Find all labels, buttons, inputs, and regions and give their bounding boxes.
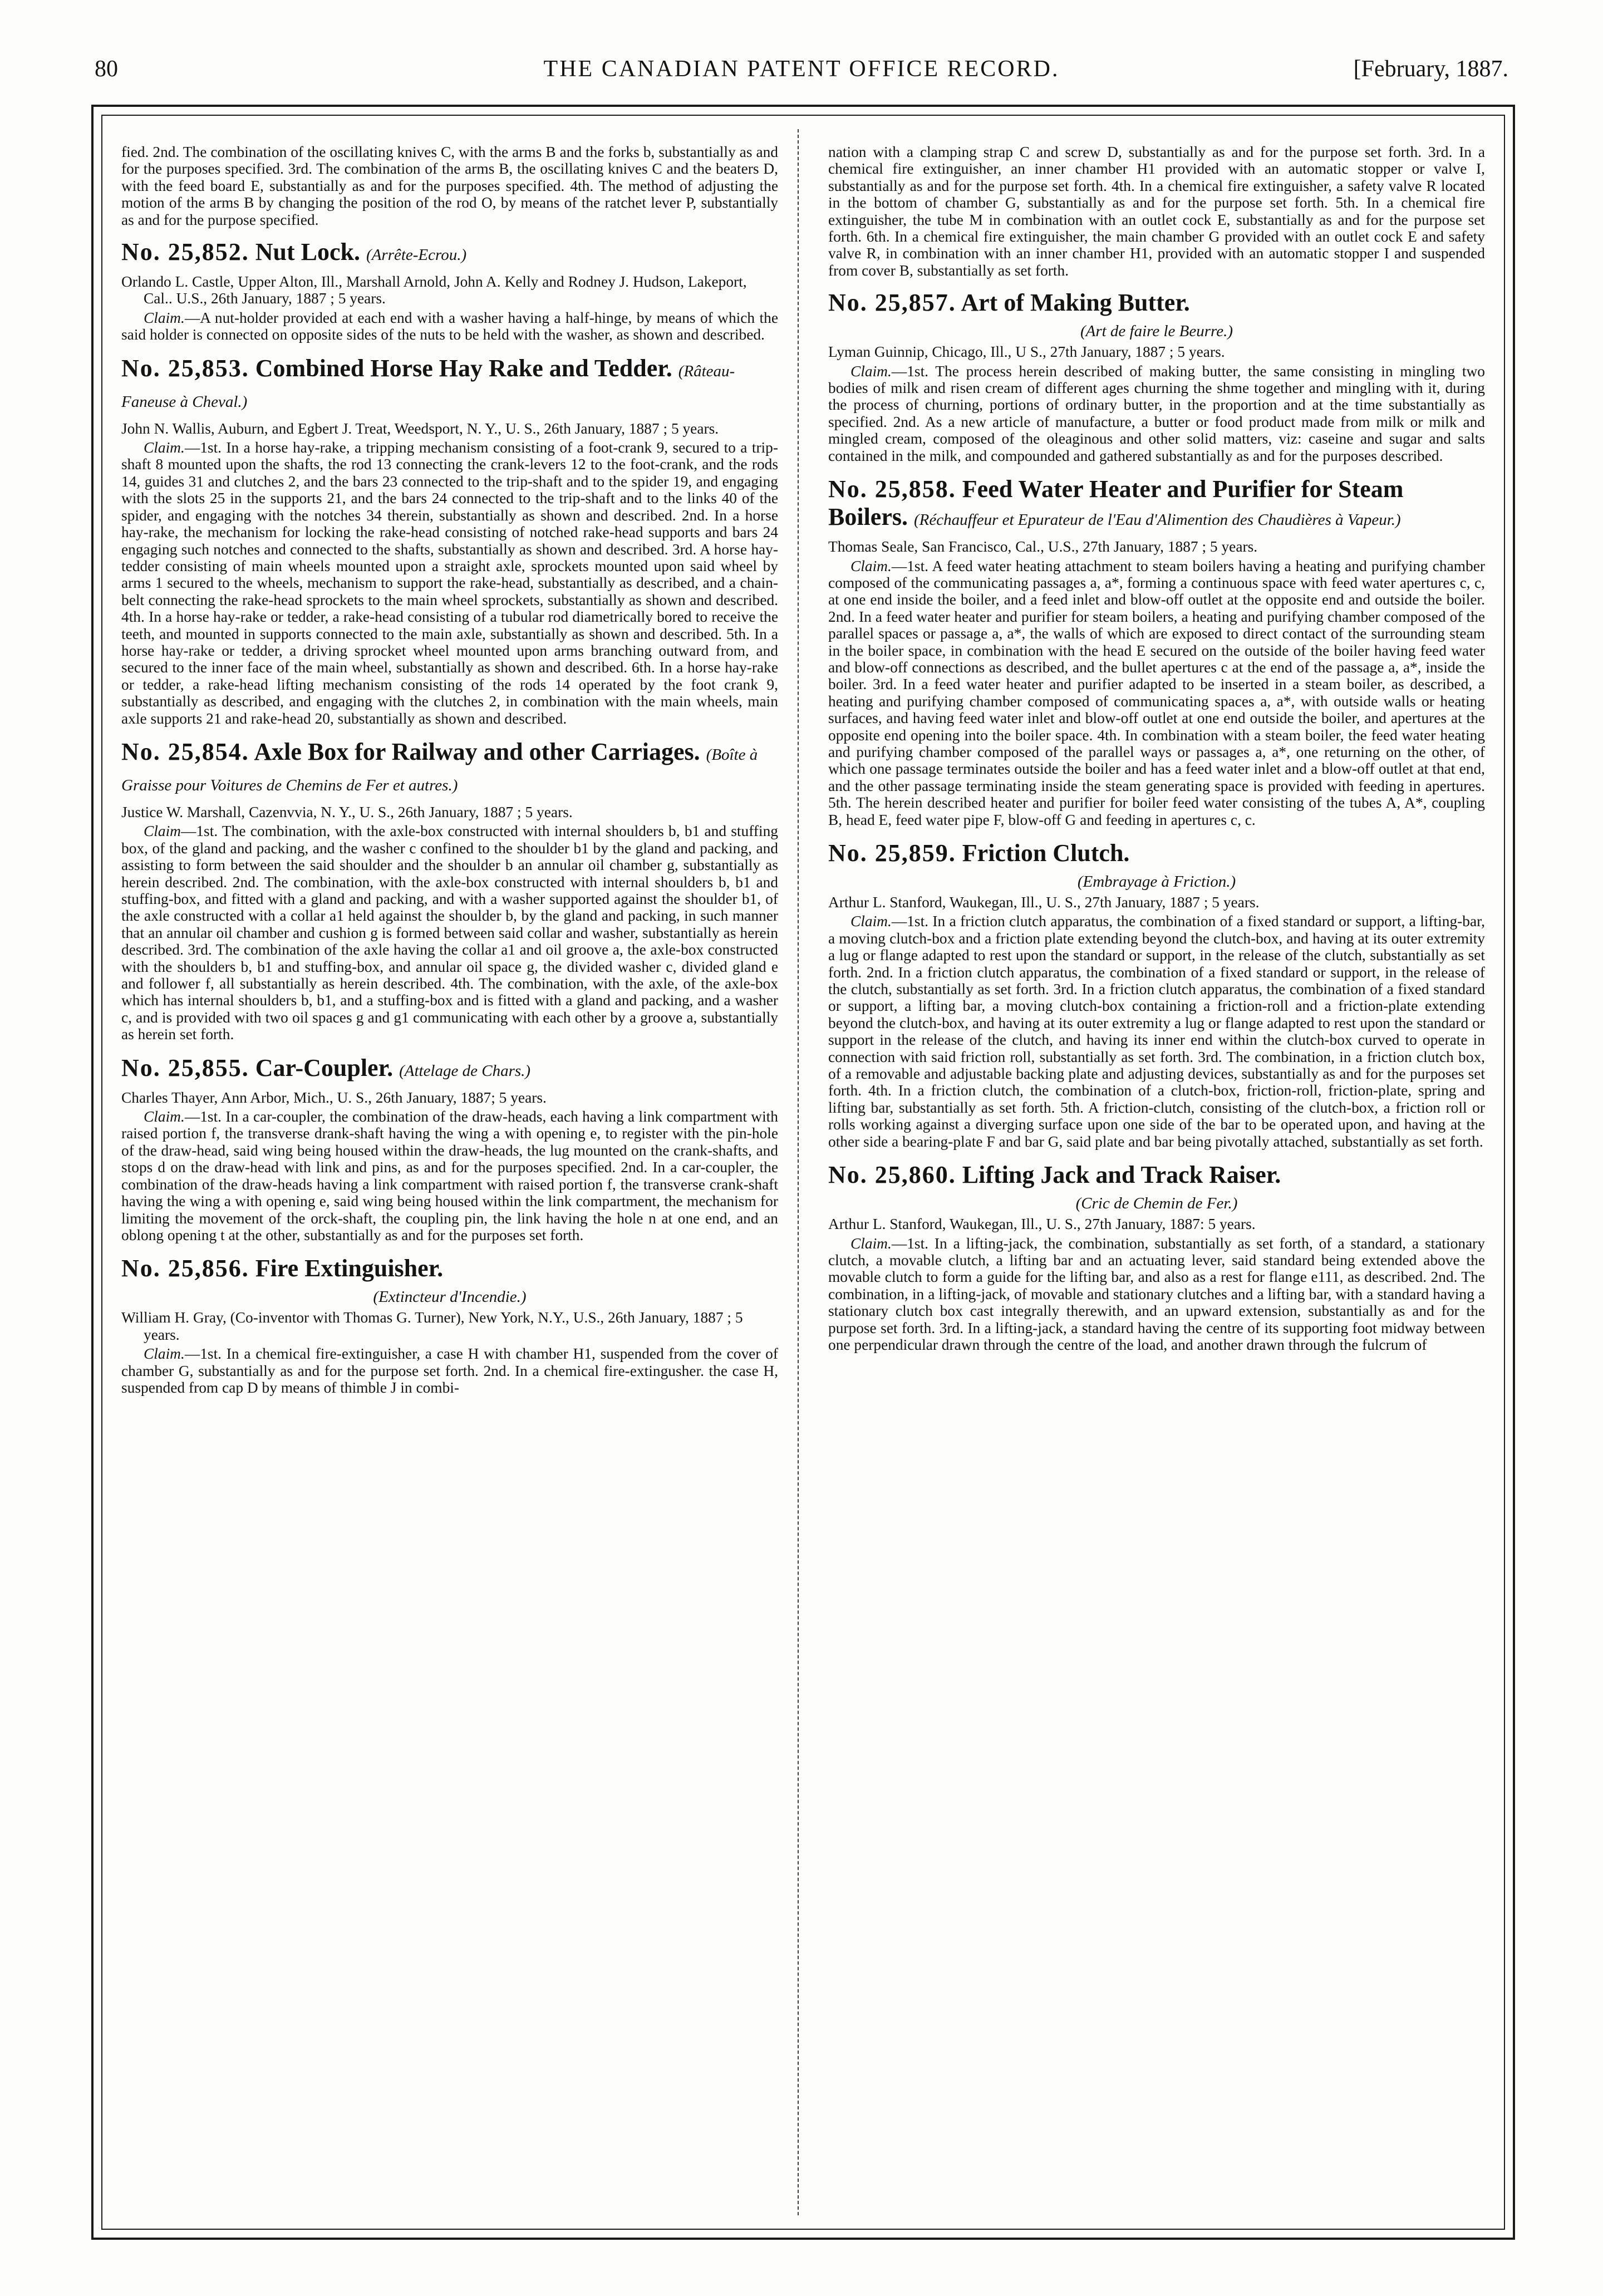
patent-heading — [828, 1161, 1485, 1189]
patent-title: Car-Coupler. — [255, 1054, 394, 1081]
claim-text — [828, 1235, 1485, 1354]
patent-25859 — [828, 839, 1485, 1150]
claim-body: —A nut-holder provided at each end with a washer having a half-hinge, by means of which the said holder is connected on opposite sides of the nuts to be held with the washer, as shown and described. — [121, 309, 778, 343]
claim-label: Claim. — [850, 557, 892, 574]
patent-continuation — [121, 144, 778, 228]
french-title: (Extincteur d'Incendie.) — [373, 1288, 527, 1306]
claim-label: Claim. — [850, 362, 892, 380]
patent-title: Lifting Jack and Track Raiser. — [962, 1161, 1281, 1189]
patent-number: No. 25,855. — [121, 1054, 249, 1081]
patent-number: No. 25,860. — [828, 1161, 956, 1189]
claim-text — [121, 1345, 778, 1396]
patent-number: No. 25,856. — [121, 1255, 249, 1282]
left-column — [121, 144, 778, 2214]
patent-number: No. 25,852. — [121, 238, 249, 266]
continuation-text: nation with a clamping strap C and screw D, substantially as and for the purpose set forth. 3rd. In a chemical fire extinguisher, an inner chamber H1 provided with an automatic stopper or valve I, substantially as and for the purpose set forth. 4th. In a chemical fire extinguisher, a safety valve R located in the bottom of chamber G, substantially as and for the purpose set forth. 5th. In a chemical fire extinguisher, the tube M in combination with an outlet cock E, substantially as and for the purpose set forth. 6th. In a chemical fire extinguisher, the main chamber G provided with an outlet cock E and safety valve R, in combination with an inner chamber H1, provided with an automatic stopper I and suspended from cover B, substantially as set forth. — [828, 144, 1485, 279]
claim-body: —1st. The process herein described of making butter, the same consisting in mingling two bodies of milk and risen cream of different ages churning the shme together and mingling with it, during the process of churning, portions of ordinary butter, in the proportion and at the time substantially as specified. 2nd. As a new article of manufacture, a butter or food product made from milk or milk and mingled cream, composed of the oleaginous and other solid matters, viz: caseine and sugar and salts contained in the milk, and compounded and gathered substantially as and for the purposes described. — [828, 362, 1485, 464]
patent-title: Combined Horse Hay Rake and Tedder. — [255, 354, 672, 382]
claim-label: Claim. — [850, 913, 892, 930]
patent-continuation — [828, 144, 1485, 279]
claim-text — [121, 823, 778, 1043]
claim-body: —1st. In a horse hay-rake, a tripping mechanism consisting of a foot-crank 9, secured to a trip-shaft 8 mounted upon the shafts, the rod 13 connecting the crank-levers 12 to the foot-crank, and the rods 14, guides 31 and clutches 2, and the bars 23 connected to the trip-shaft and to the spider 19, and engaging with the slots 25 in the supports 21, and the bars 24 connected to the trip-shaft and to the links 40 of the spider, and engaging with the notches 34 therein, substantially as shown and described. 2nd. In a horse hay-rake, the mechanism for locking the rake-head consisting of notched rake-head supports and bars 24 engaging such notches and connected to the shafts, substantially as shown and described. 3rd. A horse hay-tedder consisting of main wheels mounted upon a straight axle, sprockets mounted upon said wheel by arms 1 secured to the wheels, mechanism to support the rake-head, substantially as described, and a chain-belt connecting the rake-head sprockets to the main wheel sprockets, substantially as shown and described. 4th. In a horse hay-rake or tedder, a rake-head consisting of a tubular rod diametrically bored to receive the teeth, and mounted in supports connected to the main axle, substantially as shown and described. 5th. In a horse hay-rake or tedder, a driving sprocket wheel mounted upon arms branching outward from, and secured to the inner face of the main wheel, substantially as shown and described. 6th. In a horse hay-rake or tedder, a rake-head lifting mechanism consisting of the rods 14 operated by the foot crank 9, substantially as described, and engaging with the clutches 2, in combination with the main wheels, main axle supports 21 and rake-head 20, substantially as shown and described. — [121, 439, 778, 727]
patent-25860 — [828, 1161, 1485, 1353]
patent-title: Fire Extinguisher. — [255, 1255, 444, 1282]
patent-heading — [121, 1054, 778, 1085]
patent-25852 — [121, 238, 778, 343]
patent-title: Axle Box for Railway and other Carriages. — [254, 738, 700, 765]
page-header — [95, 47, 1508, 91]
french-title: (Cric de Chemin de Fer.) — [1075, 1194, 1238, 1213]
inventor-line: William H. Gray, (Co-inventor with Thomas G. Turner), New York, N.Y., U.S., 26th January, 1887 ; 5 years. — [121, 1309, 743, 1343]
patent-title: Nut Lock. — [255, 238, 361, 266]
patent-25854 — [121, 738, 778, 1043]
claim-label: Claim — [144, 823, 181, 840]
patent-title: Feed Water Heater and Purifier for Steam Boilers. — [828, 475, 1404, 531]
french-title: (Boîte à Graisse pour Voitures de Chemins de Fer et autres.) — [121, 745, 758, 794]
patent-25856 — [121, 1255, 778, 1396]
patent-number: No. 25,853. — [121, 354, 249, 382]
inventor-line: Thomas Seale, San Francisco, Cal., U.S., 27th January, 1887 ; 5 years. — [828, 538, 1258, 555]
continuation-text: fied. 2nd. The combination of the oscillating knives C, with the arms B and the forks b, substantially as and for the purposes specified. 3rd. The combination of the arms B, the oscillating knives C and the beaters D, with the feed board E, substantially as and for the purposes specified. 4th. The method of adjusting the motion of the arms B by changing the position of the rod O, by means of the ratchet lever P, substantially as and for the purpose specified. — [121, 144, 778, 228]
inventor-line: John N. Wallis, Auburn, and Egbert J. Treat, Weedsport, N. Y., U. S., 26th January, 1887 ; 5 years. — [121, 420, 719, 437]
claim-label: Claim. — [144, 1108, 185, 1125]
claim-label: Claim. — [144, 1345, 185, 1363]
patent-25857 — [828, 289, 1485, 464]
claim-text — [828, 558, 1485, 829]
claim-label: Claim. — [850, 1235, 892, 1252]
claim-body: —1st. The combination, with the axle-box constructed with internal shoulders b, b1 and stuffing box, of the gland and packing, and the washer c confined to the shoulder b1 by the gland and packing, and assisting to form between the said shoulder and the shoulder b an annular oil chamber g, substantially as herein described. 2nd. The combination, with the axle-box constructed with internal shoulders b, b1 and stuffing-box, and fitted with a gland and packing, and with a washer supported against the shoulder b1, of the axle constructed with a collar a1 held against the shoulder b, by the gland and packing, in such manner that an annular oil chamber and cushion g is formed between said collar and washer, substantially as herein described. 3rd. The combination of the axle having the collar a1 and oil groove a, the axle-box constructed with the shoulders b, b1 and stuffing-box, and annular oil space g, the divided washer c, divided gland e and follower f, all substantially as herein described. 4th. The combination, with the axle, of the axle-box which has internal shoulders b, b1, and a stuffing-box and is fitted with a gland and packing, and a washer c, and is provided with two oil spaces g and g1 communicating with each other by a groove a, substantially as herein set forth. — [121, 823, 778, 1043]
inventor-line: Arthur L. Stanford, Waukegan, Ill., U. S., 27th January, 1887 ; 5 years. — [828, 894, 1260, 911]
patent-title: Art of Making Butter. — [961, 289, 1190, 317]
patent-heading — [121, 1255, 778, 1282]
inventor-line: Charles Thayer, Ann Arbor, Mich., U. S., 26th January, 1887; 5 years. — [121, 1089, 547, 1106]
patent-heading — [121, 738, 778, 799]
patent-title: Friction Clutch. — [962, 839, 1130, 867]
patent-heading — [828, 289, 1485, 317]
claim-text — [121, 1108, 778, 1243]
inventor-line: Lyman Guinnip, Chicago, Ill., U S., 27th January, 1887 ; 5 years. — [828, 343, 1225, 361]
patent-heading — [828, 475, 1485, 534]
issue-date: [February, 1887. — [1353, 56, 1508, 82]
patent-number: No. 25,854. — [121, 738, 249, 765]
patent-heading — [121, 355, 778, 416]
claim-label: Claim. — [144, 309, 185, 326]
patent-25853 — [121, 355, 778, 727]
journal-title: THE CANADIAN PATENT OFFICE RECORD. — [543, 56, 1060, 82]
patent-number: No. 25,859. — [828, 839, 956, 867]
patent-heading — [828, 839, 1485, 867]
claim-body: —1st. In a car-coupler, the combination of the draw-heads, each having a link compartment with raised portion f, the transverse drank-shaft having the wing a with opening e, to register with the pin-hole of the draw-head, said wing being housed within the draw-heads, the lug mounted on the crank-shafts, and stops d on the draw-head with link and pins, as and for the purposes specified. 2nd. In a car-coupler, the combination of the draw-heads having a link compartment with raised portion f, the transverse crank-shaft having the wing a with opening e, said wing being housed within the link compartment, the mechanism for limiting the movement of the orck-shaft, the coupling pin, the link having the hole n at one end, and an oblong opening t at the other, substantially as and for the purposes set forth. — [121, 1108, 778, 1243]
claim-body: —1st. A feed water heating attachment to steam boilers having a heating and purifying chamber composed of the communicating passages a, a*, forming a continuous space with feed water apertures c, c, at one end inside the boiler, and a feed inlet and blow-off outlet at the opposite end and outside the boiler. 2nd. In a feed water heater and purifier for steam boilers, a heating and purifying chamber composed of the parallel spaces or passage a, a*, the walls of which are exposed to direct contact of the surrounding steam in the boiler space, in combination with the head E secured on the outside of the boiler having feed water and blow-off connections as described, and the bullet apertures c at the end of the passage a, a*, inside the boiler. 3rd. In a feed water heater and purifier adapted to be inserted in a steam boiler, as described, a heating and purifying chamber composed of communicating spaces a, a*, with outside walls or heating surfaces, and having feed water inlet and blow-off outlet at one end outside the boiler, and apertures at the opposite end opening into the boiler space. 4th. In combination with a steam boiler, the feed water heating and purifying chamber composed of the parallel ways or passages a, a*, one returning on the other, of which one passage terminates outside the boiler and has a feed water inlet and a blow-off outlet at that end, and the other passage terminating inside the steam generating space is provided with feeding in apertures. 5th. The herein described heater and purifier for boiler feed water consisting of the tubes A, A*, coupling B, head E, feed water pipe F, blow-off G and feeding in apertures c, c. — [828, 557, 1485, 828]
claim-label: Claim. — [144, 439, 185, 456]
claim-body: —1st. In a lifting-jack, the combination, substantially as set forth, of a standard, a stationary clutch, a movable clutch, a lifting bar and an actuating lever, said standard being extended above the movable clutch to form a guide for the lifting bar, and also as a rest for flange e111, as described. 2nd. The combination, in a lifting-jack, of movable and stationary clutches and a lifting bar, with a standard having a stationary clutch box cast integrally therewith, and an upward extension, substantially as and for the purpose set forth. 3rd. In a lifting-jack, a standard having the centre of its supporting foot midway between one perpendicular drawn through the centre of the load, and another drawn through the fulcrum of — [828, 1235, 1485, 1353]
inventor-line: Justice W. Marshall, Cazenvvia, N. Y., U. S., 26th January, 1887 ; 5 years. — [121, 803, 573, 820]
claim-text — [121, 309, 778, 343]
patent-25858 — [828, 475, 1485, 828]
column-divider — [798, 129, 799, 2215]
claim-body: —1st. In a chemical fire-extinguisher, a case H with chamber H1, suspended from the cover of chamber G, substantially as and for the purpose set forth. 2nd. In a chemical fire-extingusher. the case H, suspended from cap D by means of thimble J in combi- — [121, 1345, 778, 1396]
inventor-line: Arthur L. Stanford, Waukegan, Ill., U. S., 27th January, 1887: 5 years. — [828, 1216, 1256, 1233]
french-title: (Embrayage à Friction.) — [1077, 873, 1236, 891]
inventor-line: Orlando L. Castle, Upper Alton, Ill., Marshall Arnold, John A. Kelly and Rodney J. Hudson, Lakeport, Cal.. U.S., 26th January, 1887 ; 5 years. — [121, 273, 747, 307]
french-title: (Attelage de Chars.) — [399, 1061, 531, 1080]
patent-25855 — [121, 1054, 778, 1244]
french-title: (Râteau-Faneuse à Cheval.) — [121, 362, 735, 411]
page-number: 80 — [95, 56, 118, 82]
french-title: (Réchauffeur et Epurateur de l'Eau d'Alimention des Chaudières à Vapeur.) — [913, 511, 1401, 529]
claim-body: —1st. In a friction clutch apparatus, the combination of a fixed standard or support, a lifting-bar, a moving clutch-box and a friction plate extending beyond the clutch-box, and having at its outer extremity a lug or flange adapted to rest upon the standard or support, in the release of the clutch, substantially as set forth. 2nd. In a friction clutch apparatus, the combination of a fixed standard or support, in the release of the clutch, substantially as set forth. 3rd. In a friction clutch apparatus, the combination of a fixed standard or support, a lifting bar, a moving clutch-box containing a friction-roll and a friction-plate extending beyond the clutch-box, and having at its outer extremity a lug or flange adapted to rest upon the standard or support in the release of the clutch, and having its inner end within the clutch-box curved to operate in connection with said friction roll, substantially as set forth. 3rd. The combination, in a friction clutch box, of a removable and adjustable backing plate and adjusting devices, substantially as and for the purposes set forth. 4th. In a friction clutch, the combination of a clutch-box, friction-roll, friction-plate, spring and lifting bar, substantially as set forth. 5th. A friction-clutch, consisting of the clutch-box, a friction roll or rolls working against a diverging surface upon one side of the bar to be operated upon, and having at the other side a bearing-plate F and bar G, said plate and bar being pivotally attached, substantially as set forth. — [828, 913, 1485, 1150]
claim-text — [828, 363, 1485, 464]
patent-number: No. 25,858. — [828, 475, 956, 503]
page-frame — [91, 105, 1515, 2240]
french-title: (Arrête-Ecrou.) — [366, 246, 467, 264]
french-title: (Art de faire le Beurre.) — [1080, 322, 1233, 341]
claim-text — [828, 913, 1485, 1150]
patent-number: No. 25,857. — [828, 289, 956, 317]
patent-heading — [121, 238, 778, 269]
claim-text — [121, 439, 778, 727]
right-column — [828, 144, 1485, 2214]
